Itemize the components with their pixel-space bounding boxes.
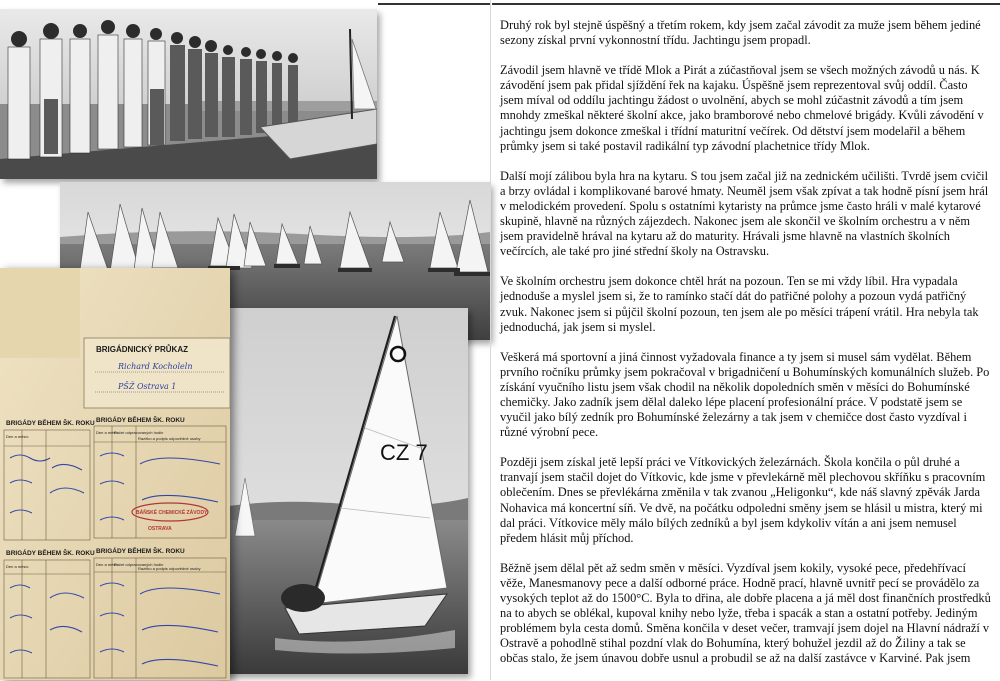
sail-number: CZ 7: [380, 440, 428, 465]
sailboat-photo: [215, 308, 468, 674]
paragraph-7: Běžně jsem dělal pět až sedm směn v měsíci. Vyzdíval jsem kokily, vysoké pece, předehřívací věže, Manesmanovy pece a další odborné práce. Hodně prací, hlavně uvnitř pecí se provádělo za vysokých teplot až do 1500°C. Byla to dřina, ale dobře placena a já měl dost finančních prostředků na to abych se oblékal, kupoval knihy nebo lyže, třeba i spacák a stan a ostatní potřeby. Jediným problémem byla cesta domů. Směna končila v deset večer, tramvají jsem dojel na Hlavní nádraží v Ostravě a pohodlně stihal pozdní vlak do Bohumína, který bohužel jezdil až do Žiliny a tak se občas stalo, že jsem únavou dobře usnul a probudil se až na další zastávce v Karviné. Pak jsem: [500, 560, 991, 666]
card-section-label-1: BRIGÁDY BĚHEM ŠK. ROKU: [6, 420, 95, 427]
paragraph-1: Druhý rok byl stejně úspěšný a třetím rokem, kdy jsem začal závodit za muže jsem během jediné sezony získal první vykonnostní třídu. Jachtingu jsem propadl.: [500, 18, 981, 48]
card-col-header-day-4: Den a měsíc: [96, 562, 119, 567]
card-col-header-stamp-2: Razítko a podpis odpovědné osoby: [138, 436, 201, 441]
card-stamp-2: OSTRAVA: [148, 526, 172, 532]
card-section-label-2: BRIGÁDY BĚHEM ŠK. ROKU: [96, 417, 185, 424]
article-text: [500, 18, 993, 681]
card-col-header-stamp-4: Razítko a podpis odpovědné osoby: [138, 566, 201, 571]
card-title: BRIGÁDNICKÝ PRŮKAZ: [96, 345, 188, 354]
card-col-header-day-1: Den a měsíc: [6, 434, 29, 439]
column-divider: [490, 0, 491, 680]
top-rule-right: [492, 3, 1000, 5]
paragraph-2: Závodil jsem hlavně ve třídě Mlok a Pirát a zúčastňoval jsem se všech možných závodů u nás. K závodění jsem pak přidal sjíždění řek na kajaku. Úspěšně jsem reprezentoval svůj oddíl. Často jsem míval od oddílu jachtingu žádost o uvolnění, abych se mohl zúčastnit závodů a tím jsem mnohdy zmeškal některé školní akce, jako bramborové nebo chmelové brigády. Kvůli závodění v jachtingu jsem dokonce zmeškal i třídní maturitní večírek. Od dětství jsem modelařil a během průmky jsem si také postavil radikální typ závodní plachetnice třídy Mlok.: [500, 63, 984, 153]
paragraph-4: Ve školním orchestru jsem dokonce chtěl hrát na pozoun. Ten se mi vždy líbil. Hra vypadala jednoduše a myslel jsem si, že to ramínko stačí dát do patřičné polohy a pozoun vydá patřičný zvuk. Nakonec jsem si půjčil školní pozoun, ten jsem ale po měsíci trápení vrátil. Hra nebyla tak jednoduchá, jak jsem si myslel.: [500, 274, 979, 334]
brigade-card-photo: [0, 268, 230, 680]
card-section-label-4: BRIGÁDY BĚHEM ŠK. ROKU: [96, 548, 185, 555]
paragraph-6: Později jsem získal jetě lepší práci ve Vítkovických železárnách. Škola končila o půl druhé a tranvají jsem stačil dojet do Vítkovic, kde jsme v převlekárně měl plechovou skříňku s pracovním oblečením. Dnes se převlékárna změnila v tak zvanou „Heligonku“, kde náš slavný zpěvák Jarda Nohavica má koncertní síň. Ve dvě, na počátku odpoledni směny jsem se hlásil u mistra, který mi dal práci. Vítkovice měly málo bílých zedníků a byl jsem kdykoliv vítán a ani jsem nemusel předem hlásit můj příchod.: [500, 455, 986, 545]
card-stamp: BÁŇSKÉ CHEMICKÉ ZÁVODY: [136, 510, 208, 516]
card-col-header-hours-2: Počet odpracovaných hodin: [114, 430, 164, 435]
card-col-header-hours-4: Počet odpracovaných hodin: [114, 562, 164, 567]
card-col-header-day-3: Den a měsíc: [6, 564, 29, 569]
paragraph-5: Veškerá má sportovní a jiná činnost vyžadovala finance a ty jsem si musel sám vydělat. Během prvního ročníku průmky jsem pokračoval v brigadničení u Bohumínských komunálních služeb. Po získání vyučního listu jsem však chodil na několik dopoledních směn v měsíci do Bohumínské chemičky. Jako zadník jsem dělal daleko lépe placení profesionální práce. V podstatě jsem se vyučil jako bílý zedník pro Bohumínské železárny a tak jsem v chemičce dost často vyzdíval i různé výrobní pece.: [500, 349, 990, 440]
card-col-header-day-2: Den a měsíc: [96, 430, 119, 435]
card-school-handwriting: PŠŽ Ostrava 1: [118, 382, 177, 391]
card-name-handwriting: Richard Kocholeln: [118, 362, 193, 371]
card-section-label-3: BRIGÁDY BĚHEM ŠK. ROKU: [6, 550, 95, 557]
photo-collage: [0, 0, 490, 680]
paragraph-3: Další mojí zálibou byla hra na kytaru. S tou jsem začal již na zednickém učilišti. Tvrdě jsem cvičil a brzy ovládal i komplikované barové hmaty. Neuměl jsem však zpívat a tak hodně písní jsem hrál v melodickém provedení. Spolu s ostatními kytaristy na průmce jsme často hráli v malé kytarové skupině, hlavně na různých zájezdech. Nakonec jsem ale skončil ve školním orchestru a v něm jsem pravidelně hrával na kytaru až do maturity. Hrávali jsme hlavně na vlastních školních večírcích, ale také pro jiné střední školy na Ostravsku.: [500, 168, 989, 259]
crew-photo: [0, 9, 377, 179]
